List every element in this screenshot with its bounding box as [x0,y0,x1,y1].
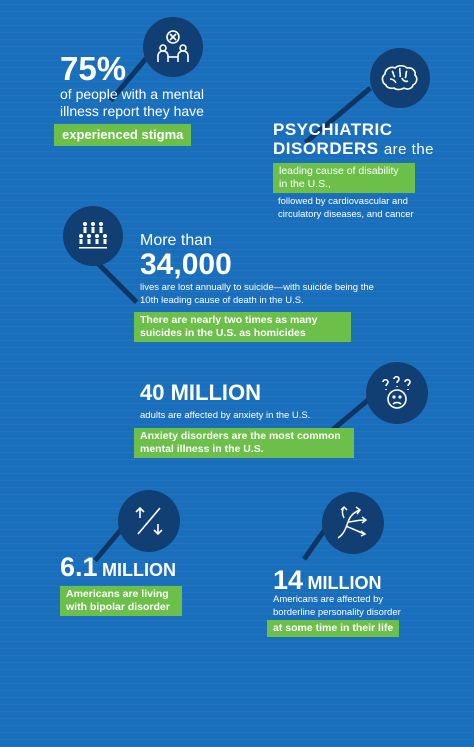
s5-stat-num: 6.1 [60,552,98,582]
stat-75-percent: 75% [60,50,127,87]
up-down-arrows-icon [118,490,180,552]
s5-stat [60,552,176,583]
stat-40-million: 40 MILLION [140,380,262,405]
person-x-icon [143,17,203,77]
s2-text: followed by cardiovascular and circulatory diseases, and cancer [278,196,414,220]
s6-stat [273,565,382,596]
s3-text: lives are lost annually to suicide—with suicide being the 10th leading cause of death in the U.S. [140,282,374,306]
s2-line1: PSYCHIATRIC [273,120,393,139]
people-group-icon [63,206,123,266]
s4-highlight: Anxiety disorders are the most common mental illness in the U.S. [134,428,354,458]
s2-highlight: leading cause of disability in the U.S., [273,163,415,193]
s6-text: Americans are affected by borderline personality disorder [273,594,401,618]
s6-highlight: at some time in their life [267,620,399,637]
branching-arrows-icon [322,492,384,554]
s3-highlight: There are nearly two times as many suicides in the U.S. as homicides [134,312,351,342]
s6-stat-word: MILLION [307,573,382,593]
stat-34000: 34,000 [140,248,232,281]
s4-text: adults are affected by anxiety in the U.S. [140,410,311,421]
s2-line2-wrap [273,139,434,159]
s3-pre: More than [140,232,213,249]
s1-highlight: experienced stigma [54,124,191,146]
s5-highlight: Americans are living with bipolar disorder [60,586,182,616]
s6-stat-num: 14 [273,565,304,595]
s2-line2-rest: are the [383,141,435,158]
s5-stat-word: MILLION [102,560,176,580]
s1-text: of people with a mental illness report they have [60,86,204,120]
worried-face-icon [366,362,428,424]
s2-line2: DISORDERS [273,139,379,158]
brain-icon [370,48,430,108]
